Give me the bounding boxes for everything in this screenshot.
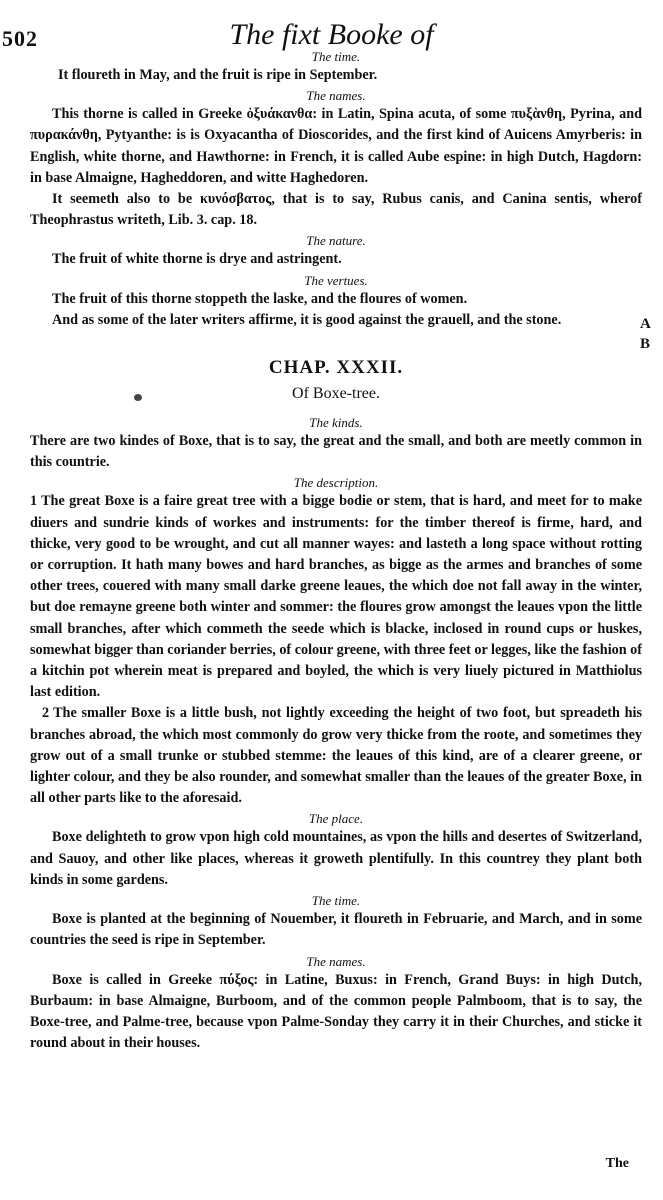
paragraph-place: Boxe delighteth to grow vpon high cold mountaines, as vpon the hills and desertes of Switzerland, and Sauoy, and other like places, whereas it groweth plentifully. In this countrey they plant both kinds in some gardens. [30,829,642,888]
subheading-time: The time. [311,49,361,64]
description-2-text: The smaller Boxe is a little bush, not lightly exceeding the height of two foot, but spreadeth his branches abroad, the which most commonly do grow very thicke from the roote, and sometimes they grow out of a small trunke or stubbed stemme: the leaues of this kind, are of a clearer greene, or lighter colour, and they be also rounder, and somewhat smaller than the leaues of the greater Boxe, in all other parts like to the aforesaid. [30,705,642,807]
page-number: 502 [2,26,38,51]
page-header [0,10,663,50]
subheading-time-2: The time. [311,893,361,909]
paragraph-vertues-2: And as some of the later writers affirme, it is good against the grauell, and the stone. [52,311,562,328]
subheading-kinds: The kinds. [309,415,363,431]
margin-letter-b: B [640,336,651,352]
running-title: The fixt Booke of [229,18,434,51]
subheading-names-2: The names. [306,953,366,969]
paragraph-nature: The fruit of white thorne is drye and astringent. [52,251,342,268]
paragraph-description-1 [30,491,642,703]
catchword: The [605,1156,629,1171]
chapter-title: Of Boxe-tree. [292,385,380,403]
subheading-vertues: The vertues. [304,272,368,288]
subheading-description: The description. [293,475,379,491]
paragraph-description-2 [30,703,642,809]
paragraph-time-2: Boxe is planted at the beginning of Nouember, it floureth in Februarie, and March, and in some countries the seed is ripe in September. [30,911,642,949]
ink-blot [134,394,142,401]
margin-letter-a: A [640,316,651,332]
description-1-text: The great Boxe is a faire great tree with a bigge bodie or stem, that is hard, and meet for to make diuers and sundrie kinds of workes and instruments: for the timber thereof is firme, hard, and thicke, very good to be wrought, and cut all manner wayes: and lasteth a long space without rotting or corruption. It hath many bowes and hard branches, as bigge as the armes and branches of some other trees, couered with many small darke greene leaues, the which doe not fall away in the winter, but doe remayne greene both winter and sommer: the floures grow amongst the leaues vpon the little small branches, after which commeth the seede which is blacke, inclosed in round cups or huskes, somewhat bigger than coriander berries, of colour greene, with three feet or legges, like the fashion of a kitchin pot wherein meat is prepared and boyled, the which is very liuely pictured in Matthiolus last edition. [30,493,642,701]
paragraph-vertues: The fruit of this thorne stoppeth the laske, and the floures of women. [52,290,468,307]
paragraph-kinds: There are two kindes of Boxe, that is to say, the great and the small, and both are meetly common in this countrie. [30,433,642,471]
chapter-heading: CHAP. XXXII. [268,357,404,379]
paragraph-names-2: It seemeth also to be κυνόσβατος, that is to say, Rubus canis, and Canina sentis, wherof Theophrastus writeth, Lib. 3. cap. 18. [30,191,642,229]
item-number-1: 1 [30,493,38,510]
subheading-place: The place. [308,811,364,827]
subheading-names: The names. [306,88,366,104]
paragraph-names: This thorne is called in Greeke ὀξυάκανθα: in Latin, Spina acuta, of some πυξὰνθη, Pyrina, and πυρακάνθη, Pytyanthe: is is Oxyacantha of Dioscorides, and the first kind of Auicens Amyrberis: in English, white thorne, and Hawthorne: in French, it is called Aube espine: in high Dutch, Hagdorn: in base Almaigne, Hagheddoren, and witte Haghedoren. [30,106,642,186]
page-text [30,47,642,1054]
paragraph-time: It floureth in May, and the fruit is ripe in September. [58,67,378,83]
item-number-2: 2 [42,705,50,722]
subheading-nature: The nature. [306,233,366,249]
paragraph-names-3: Boxe is called in Greeke πύξος: in Latine, Buxus: in French, Grand Buys: in high Dutch, Burbaum: in base Almaigne, Burboom, and of the common people Palmboom, that is to say, the Boxe-tree, and Palme-tree, because vpon Palme-Sonday they carry it in their Churches, and sticke it round about in their houses. [30,971,642,1052]
